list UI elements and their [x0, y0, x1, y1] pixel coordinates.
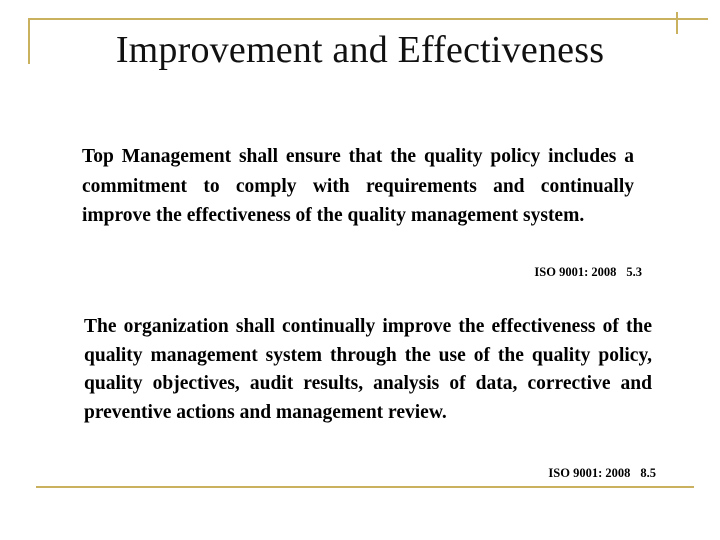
top-divider: [28, 18, 708, 20]
slide-title: Improvement and Effectiveness: [115, 29, 605, 71]
quote-continual-improvement: The organization shall continually improve the effectiveness of the quality management system through the use of the quality policy, quality objectives, audit results, analysis of data, corrective and preventive actions and management review.: [84, 316, 652, 423]
bottom-divider: [36, 486, 694, 488]
reference-clause-8-5: [548, 466, 656, 481]
quote-management-commitment: Top Management shall ensure that the quality policy includes a commitment to comply with requirements and continually improve the effectiveness of the quality management system.: [82, 146, 634, 226]
reference-clause: 8.5: [640, 466, 656, 480]
reference-standard: ISO 9001: 2008: [534, 265, 617, 279]
reference-standard: ISO 9001: 2008: [548, 466, 631, 480]
reference-clause: 5.3: [626, 265, 642, 279]
reference-clause-5-3: [534, 265, 642, 280]
